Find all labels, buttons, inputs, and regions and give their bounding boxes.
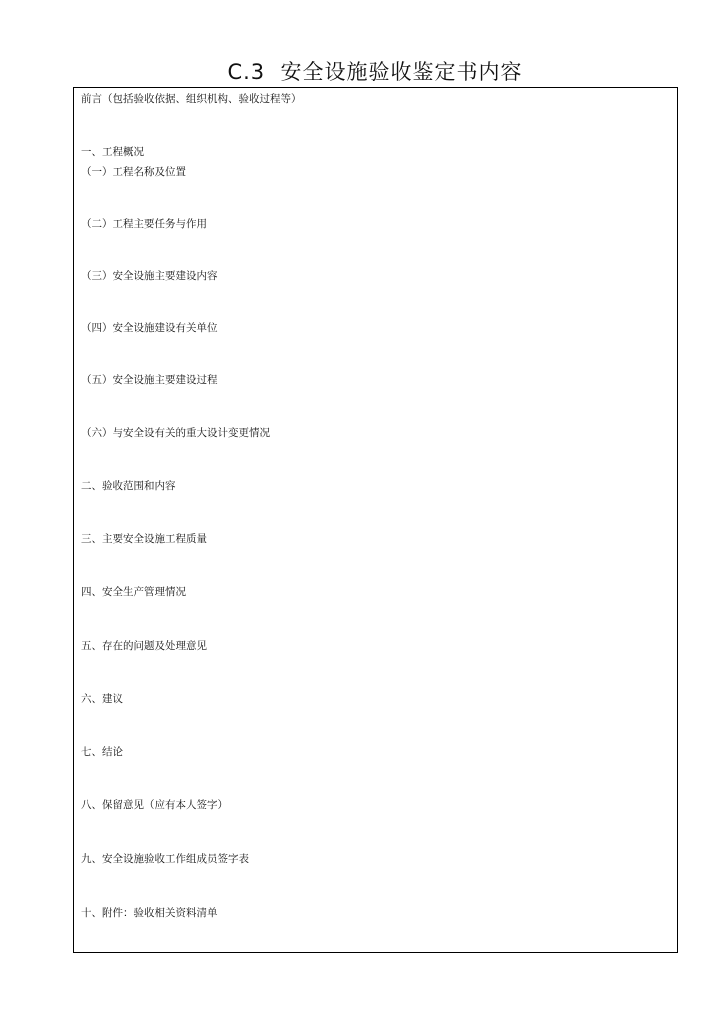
section-conclusion: 七、结论 — [81, 746, 123, 758]
section-reserved-opinions: 八、保留意见（应有本人签字） — [81, 799, 228, 811]
preface-line: 前言（包括验收依据、组织机构、验收过程等） — [81, 93, 302, 105]
appraisal-content-form — [73, 87, 678, 953]
section-problems-handling: 五、存在的问题及处理意见 — [81, 640, 207, 652]
section-attachments: 十、附件：验收相关资料清单 — [81, 907, 218, 919]
subsection-major-design-changes: （六）与安全设有关的重大设计变更情况 — [81, 427, 270, 439]
section-acceptance-scope: 二、验收范围和内容 — [81, 480, 176, 492]
section-suggestions: 六、建议 — [81, 693, 123, 705]
page-title: C.3 安全设施验收鉴定书内容 — [227, 60, 523, 84]
section-safety-management: 四、安全生产管理情况 — [81, 586, 186, 598]
subsection-construction-process: （五）安全设施主要建设过程 — [81, 374, 218, 386]
subsection-construction-parties: （四）安全设施建设有关单位 — [81, 322, 218, 334]
subsection-main-construction-content: （三）安全设施主要建设内容 — [81, 270, 218, 282]
section-engineering-quality: 三、主要安全设施工程质量 — [81, 533, 207, 545]
section-project-overview: 一、工程概况 — [81, 146, 144, 158]
subsection-main-tasks-functions: （二）工程主要任务与作用 — [81, 218, 207, 230]
subsection-project-name-location: （一）工程名称及位置 — [81, 166, 186, 178]
section-member-signatures: 九、安全设施验收工作组成员签字表 — [81, 853, 249, 865]
